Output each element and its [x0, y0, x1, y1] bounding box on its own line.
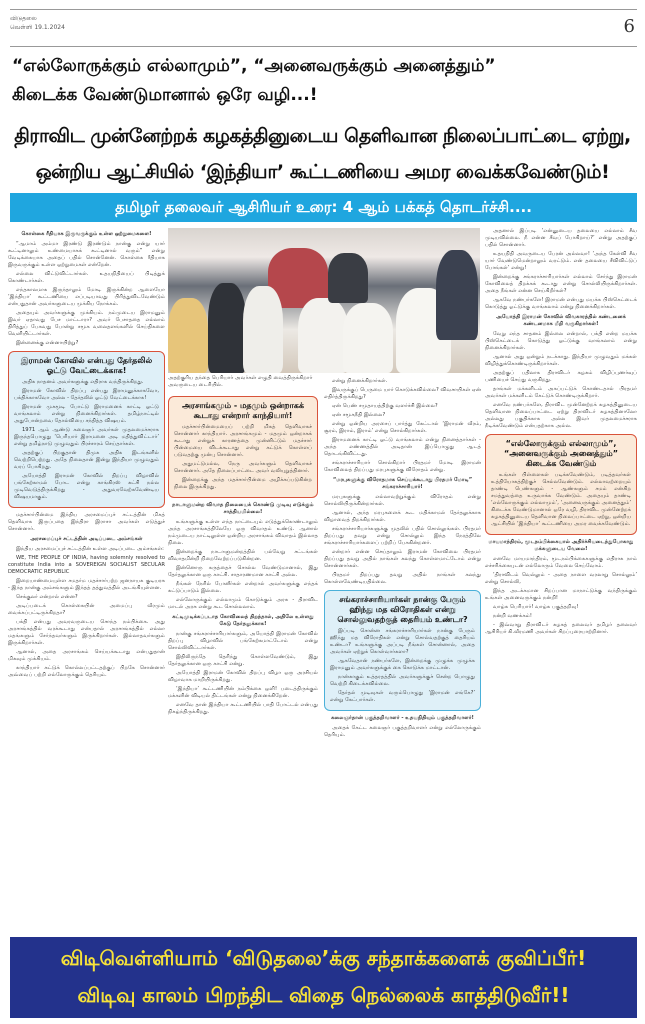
- highlight-box: [324, 590, 481, 711]
- subheading: கட்டிமுடிக்கப்படாத கோவிலைத் திறந்தால், அதிலே உள்ளது கேடு தேர்தலுக்காக!: [172, 614, 314, 627]
- paragraph: அதனால் இப்படி ‘என்னுடைய தலையை எல்லாம் சீவ முடியவில்லை. நீ என்ன சீவப் போகிறாய்?’ என்று அதற்குப் பதில் சொன்னார்.: [485, 228, 637, 248]
- paragraph-group: [174, 424, 312, 491]
- paragraph: இன்றைக்கு அந்த மதச்சார்பின்மை அழிக்கப்படுகின்ற நிலை இருக்கிறது.: [174, 477, 312, 490]
- paragraph: மரபுகளுக்கு எல்லாவற்றுக்கும் விரோதம் என்று சொல்லியிருக்கின்றார்கள்.: [324, 494, 481, 507]
- paragraph: - இவ்வாறு திராவிடர் கழகத் தலைவர் தமிழர் தலைவர் ஆசிரியர் கி.வீரமணி அவர்கள் சிறப்புரையாற்றினார்.: [485, 622, 637, 635]
- person: [243, 286, 283, 373]
- paragraph-group: [491, 472, 631, 528]
- box-title: அரசாங்கமும் - மதமும் ஒன்றாகக் கூடாது என்றார் காந்தியார்!: [181, 401, 305, 420]
- paragraph: ‘இந்தியா’ கூட்டணியின் நம்பிக்கை ஒளி! படைத்திருக்கும் மக்களின் விடியல் திட்டங்கள் என்று நினைக்கிறேன்.: [168, 686, 318, 699]
- paragraph: அதைக் கேட்ட கலைஞர் பகுத்தறிவாளர் என்று எல்லோருக்கும் தெரியும்.: [324, 725, 481, 738]
- subscription-banner: [10, 937, 637, 1018]
- event-photo: [168, 228, 480, 373]
- box-title: இராமன் கோவில் என்பது தேர்தலில் ஓட்டு வேட்டைக்காக!: [20, 356, 153, 375]
- paragraph: இன்றைக்கு சங்கராச்சாரியார்கள் எல்லாம் சேர்ந்து இராமன் கோவிலைத் திறக்கக் கூடாது என்று சொல்லியிருக்கிறார்கள். அதை நீங்கள் என்ன செய்கிறீர்கள்?: [485, 274, 637, 294]
- paragraph: நான்காகும் உத்தரதத்தில் அவர்களுக்குச் சென்ற பொழுது வெற்றி கிடைக்கவில்லை.: [330, 674, 475, 687]
- subheading: கலைஞர்தான் பகுத்தறிவாளர் - உதயநிதியும் பகுத்தறிவாளர்!: [331, 715, 474, 721]
- paragraph-group: [324, 494, 481, 586]
- paragraph: என்றார் என்ன செய்தாலும் இராமன் கோவிலை பிரதமர் திறப்பது தவறு அதில் நாங்கள் கலந்து கொள்ளமாட்டோம் என்று சொன்னார்கள்.: [324, 549, 481, 569]
- paragraph: இந்திய அரசமைப்புச் சட்டத்தின் உள்ள அடிப்படை அம்சங்கள்:: [16, 546, 164, 552]
- main-headline: [10, 118, 635, 190]
- paragraph: மதச்சார்பின்மையைப் பற்றி மிகத் தெளிவாகச் சொன்னார் காந்தியார். அரசாங்கமும் - மதமும் ஒன்றாகக் கூடாது என்றுக் காரணத்தை முன்னிட்டும் மதச்சார் பின்மையை விடக்கூடாது என்று கட்டுக் கொள்ளப் படுவதற்கு முன்பு சொன்னார்.: [174, 424, 312, 458]
- paragraph: இராமன் கோவில் திறப்பு என்பது இராமனுக்காகவோ, பக்திக்காகவோ அல்ல - தேர்தலில் ஓட்டு வேட்டைக்காக!: [14, 388, 159, 401]
- paragraph: என்று ஒன்றிய அரசைப் பார்த்து கேட்டால் ‘இராமன் வீரம், சூரம், இராம், இராம்’ என்று சொல்கிறார்கள்.: [324, 421, 481, 434]
- paragraph: வேறு எந்த சாதனம் இல்லை என்றால், பக்தி என்ற மயக்க பிஸ்கெட்டைக் கொடுத்து ஓட்டுக்கு வாங்கலாம் என்று நினைக்கிறார்கள்.: [485, 331, 637, 351]
- box-title: சங்கராச்சாரியார்கள் நான்கு பேரும் ஹிந்து மத விரோதிகள் என்று சொல்லுவதற்குத் தைரியம் உண்டா?: [337, 595, 468, 624]
- paragraph: சங்கராச்சாரியார்களுக்கு முதலில் பதில் சொல்லுங்கள். பிரதமர் திறப்பது தவறு என்று சொல்லும் இந்த நேரத்திலே சங்கராச்சாரியார்களைப் பற்றிப் பேசுகின்றனர்.: [324, 526, 481, 546]
- paragraph: இறையாண்மையுள்ள சமதர்ம மதச்சார்பற்ற ஜனநாயக குடியரசு - இந்த நான்கு அம்சங்களும் இந்தத் தத்துவத்தில் அடங்கியுள்ளன.: [8, 578, 165, 591]
- column-3: [324, 378, 481, 741]
- paragraph: ‘திராவிடம் வெல்லும் - அதை நாளை வரலாறு சொல்லும்’ என்று சொல்லி,: [485, 572, 637, 585]
- paragraph: தாங்கள் மக்களிடம் அகப்பட்டுக் கொண்டதால் பிரதமர் அவர்கள் மக்களிடம் கேட்டுக் கொண்டிருக்கிறார்.: [485, 386, 637, 399]
- person: [328, 253, 368, 303]
- paragraph: அதற்குப் பிறகுதான் திமுக அதிக இடங்களில் வெற்றிபெற்றது. அதே நிலைதான் இன்று இந்தியா முழுவதும் வரப் போகிறது.: [14, 450, 159, 470]
- paragraph: அதுமட்டுமல்ல, நேரு அவர்களும் தெளிவாகச் சொன்னார். அதே நிலைப்பாட்டை அவர் வலியுறுத்தினார்.: [174, 461, 312, 474]
- paragraph: எனவே நண்பர்களே, திராவிட முன்னேற்றக் கழகத்தினுடைய தெளிவான நிலைப்பாட்டை ஏற்று திராவிடர் கழகத்தினாலோ அல்லது பகுதிக்காக அல்ல இவர் முதலமைச்சராக நீடிக்கவேண்டும் என்பதற்காக அல்ல.: [485, 402, 637, 429]
- highlight-box: [485, 434, 637, 535]
- paragraph-group: [168, 631, 318, 716]
- paragraph: தேர்தல் முடிவுகள் வரும்பொழுது ‘இராமன் எங்கே?’ என்று கேட்பார்கள்.: [330, 690, 475, 703]
- person: [298, 298, 348, 373]
- paragraph: எனவே மாயமாந்திரம், மூடநம்பிக்கைகளுக்கு எதிராக நாம் எச்சரிக்கையுடன் எல்லோரும் வேலை செய்வோம்.: [485, 556, 637, 569]
- masthead: [10, 9, 637, 47]
- paragraph: எல்லோருக்கும் எல்லாமும் கொடுக்கும் அரசு - திராவிட மாடல் அரசு என்று கூட சொல்லலாம்.: [168, 597, 318, 610]
- subheading: அயோத்தி இராமன் கோவில் விவகாரத்தில் கண்டனைக் கண்டனமாக மீறி வருகிறார்கள்!: [496, 314, 626, 327]
- photo-caption: அதற்குரிய தந்தை பெரியார் அவர்கள் எழுதி வைத்திருக்கிறார் அவருடைய டைரியில்.: [168, 375, 313, 388]
- subheading: நாடாளுமன்ற விவாத நிலையைக் கொண்டு முடிவு எடுக்கும் சாத்தியமில்லை!: [172, 502, 314, 515]
- paragraph: இதிலிருந்தே தெரிந்து கொள்ளவேண்டும், இது தேர்தலுக்கான ஒரு காட்சி என்று.: [168, 654, 318, 667]
- paragraph-group: [485, 331, 637, 430]
- paragraph: உங்களுக்கு உள்ள எந்த நாட்டையும் எடுத்துக்கொண்டாலும் அந்த அரசாங்கத்திலேயே ஒரு விவாதம் உண்டு. ஆனால் நம்முடைய நாட்டிலுள்ள ஒன்றிய அரசாங்கம் விவாதம் இல்லாத நிலை.: [168, 519, 318, 546]
- paragraph: இன்னொரு கருத்தைச் சொல்ல வேண்டுமானால், இது தேர்தலுக்கான ஒரு காட்சி. சாதாரணமான காட்சி அல்ல.: [168, 565, 318, 578]
- paragraph: நான்கு சங்கராச்சாரியார்களும், அயோத்தி இராமன் கோவில் திறப்பு விழாவில் பங்கேற்கமாட்டோம் என்று சொல்லிவிட்டார்கள்.: [168, 631, 318, 651]
- paragraph: நீங்கள் நேரில் போனீர்கள் என்றால் அவர்களுக்கு எந்தக் கட்டுப்பாடும் இல்லை.: [168, 581, 318, 594]
- paragraph: அயோத்தி இராமன் கோவில் திறப்பு விழாவில் பங்கேற்காமல் போட என்று காங்கிரஸ் கட்சி நல்ல முடிவெடுத்திருக்கிறது - அதுவரவேற்கவேண்டிய விஷயமாகும்.: [14, 473, 159, 500]
- paragraph: ஆனால் அது ஒன்றும் நடக்காது. இந்தியா முழுவதும் மக்கள் விழித்துக்கொண்டிருக்கிறார்கள்.: [485, 354, 637, 367]
- kicker-line: கிடைக்க வேண்டுமானால் ஒரே வழி...!: [12, 85, 318, 105]
- paragraph: காந்தியார் சுட்டுக் கொல்லப்பட்டதற்குப் பிறகே சொன்னார் அவ்வைப் பற்றி எல்லோருக்கும் தெரியும்.: [8, 665, 165, 678]
- paragraph: மதச்சார்பின்மை இந்திய அரசமைப்புச் சட்டத்தின் மிகத் தெளிவாக இருப்பதை இந்திரா இராசா அவர்கள் எடுத்துச் சொன்னார்.: [8, 512, 165, 532]
- paragraph: 1971 ஆம் ஆண்டு கலைஞர் அவர்கள் முதலமைச்சராக இருந்தபொழுது ‘பெரியார் இராமனை அடி மதித்துவிட்டார்’ என்று தமிழ்நாடு முழுவதும் பிரச்சாரம் செய்தார்கள்.: [14, 427, 159, 447]
- box-title: “எல்லோருக்கும் எல்லாமும்”, “அனைவருக்கும் அனைத்தும்” கிடைக்க வேண்டும்: [503, 439, 618, 468]
- headline-line: ஒன்றிய ஆட்சியில் ‘இந்தியா’ கூட்டணியை அமர வைக்கவேண்டும்!: [35, 161, 610, 183]
- person: [343, 303, 393, 373]
- subheading: அரசமைப்புச் சட்டத்தின் அடிப்படை அம்சங்கள்: [30, 536, 143, 542]
- highlight-box: [168, 396, 318, 498]
- paragraph: அதற்குப் பதிலாக திராவிடர் கழகம் விழிப்புணர்வுப் பணியைச் செய்து வருகிறது.: [485, 370, 637, 383]
- paragraph: வாழ்க பெரியார்! வாழ்க பகுத்தறிவு!: [493, 604, 579, 610]
- paragraph: ஆகவேதான் நண்பர்களே, இன்றைக்கு முழுக்க முழுக்க இராமனும் அவர்களுக்குக் கை கொடுக்க மாட்டான்.: [330, 658, 475, 671]
- paragraph-group: [485, 556, 637, 636]
- person: [208, 283, 246, 373]
- paragraph: எல்லை விட்டுவிட்டார்கள். உதயநிதியைப் பிடித்துக் கொண்டார்கள்.: [8, 271, 165, 284]
- paragraph: ஆனால், அந்த மரபுகளைக் கூட மதிக்காமல் தேர்தலுக்காக விழாவைத் திறக்கிறார்கள்.: [324, 510, 481, 523]
- paragraph-group: [8, 241, 165, 347]
- paragraph-group: [168, 519, 318, 611]
- paragraph: சங்கராச்சாரியார் சொல்கிறார் பிரதமர் மோடி இராமன் கோவிலைத் திறப்பது மரபுகளுக்கு விரோதம் என்று.: [324, 460, 481, 473]
- person: [436, 250, 478, 340]
- paragraph: அதிக நாதனம் அவர்களுக்கு எதிராக வந்திருக்கிறது.: [22, 379, 144, 385]
- paragraph-group: [14, 379, 159, 501]
- person: [168, 298, 208, 373]
- paragraph: அயோத்தி இராமன் கோவில் திறப்பு விழா ஒரு அரசியல் விழாவாக மாறியிருக்கிறது.: [168, 670, 318, 683]
- subheading: கொள்கை ரீதியாக இருவருக்கும் உள்ள ஒற்றுமைகளை!: [21, 231, 152, 237]
- paragraph: அதையும் அவர்களுக்கு முக்கியம். நம்முடைய இராமனும் இவர் ஏதாவது பேச மாட்டாரா? அவர் பேசாததை எல்லாம் திரித்துப் பேசுவது போன்று சமூக வலைதளங்களில் செய்திகளை வெளியிட்டார்கள்.: [8, 310, 165, 337]
- headline-line: திராவிட முன்னேற்றக் கழகத்தினுடைய தெளிவான நிலைப்பாட்டை ஏற்று,: [14, 125, 631, 147]
- banner-line: விடிவெள்ளியாம் ‘விடுதலை’க்கு சந்தாக்களைக் குவிப்பீர்!: [60, 946, 587, 970]
- paragraph: ஆனால், அதை அரசாங்கம் செய்யக்கூடாது என்பதுதான் மிகவும் முக்கியம்.: [8, 649, 165, 662]
- paragraph: WE, THE PEOPLE OF INDIA, having solemnly resolved to constitute India into a SOVEREIGN SOCIALIST SECULAR DEMOCRATIC REPUBLIC: [8, 555, 165, 575]
- paragraph: என்று நினைக்கிறார்கள்.: [332, 378, 388, 384]
- paragraph-group: [8, 546, 165, 679]
- paragraph-group: [485, 228, 637, 311]
- column-2: [168, 392, 318, 718]
- column-4: [485, 228, 637, 638]
- kicker-line: “எல்லோருக்கும் எல்லாமும்”, “அனைவருக்கும் அனைத்தும்”: [12, 56, 496, 76]
- paragraph: அடிப்படைக் கொள்கையின் அமைப்பு வீரமும் வைக்கப்பட்டிருக்கிறதா?: [8, 603, 165, 616]
- paragraph: “ஆமாம் அம்மா இரண்டு இரண்டும் நான்கு என்று யார் கூட்டினாலும் உண்மையாகக் கூட்டினால் வரும்” என்று வேடிக்கையாக அதைப் பதில் சொன்னேன். கொள்கை ரீதியாக இருவருக்கும் உள்ள ஒற்றுமைகள் என்றேன்.: [8, 241, 165, 268]
- continuation-banner: தமிழர் தலைவர் ஆசிரியர் உரை: 4 ஆம் பக்கத் தொடர்ச்சி....: [10, 193, 637, 222]
- paragraph: செக்குலர் என்றால் என்ன?: [16, 594, 78, 600]
- paragraph: ஆகவே நண்பர்களே! இராமன் என்பது மயக்க பிஸ்கெட்டைக் கொடுத்து ஓட்டுக்கு வாங்கலாம் என்று நினைக்கிறார்கள்.: [485, 297, 637, 310]
- paragraph: எனவே தான் இந்தியா கூட்டணியில் பாதி போட்டல் என்பது நிகழ்ந்திருக்கிறது.: [168, 702, 318, 715]
- subheading: மாயமாந்திரம், மூடநம்பிக்கையால் அதிர்ச்சியடைந்துபோகாது மக்களுடைய வேலை!: [488, 539, 634, 552]
- kicker-headline: [12, 52, 632, 110]
- paragraph-group: [324, 378, 481, 474]
- column-1: [8, 228, 165, 681]
- paragraph: இன்றைக்கு நாடாளுமன்றத்தில் பல்வேறு சட்டங்கள் விவாதமின்றி நிறைவேற்றப்படுகின்றன.: [168, 549, 318, 562]
- paragraph: இவருக்குப் பெருமை யார் கொடுக்கவில்லை? விவசாயிகள் ஏன் எதிர்த்திருக்கிறது?: [324, 387, 481, 400]
- paragraph: பிரதமர் திறப்பது தவறு அதில் நாங்கள் கலந்து கொள்ளவேண்டியதில்லை.: [324, 572, 481, 585]
- paragraph: இராமன் முகமூடி போட்டு இராமனைக் காட்டி ஓட்டு வாங்கலாம் என்று நினைக்கிறார்கள். தமிழ்நாட்டில் அதுபோன்றவை தோல்வியை சந்தித்த விஷயம்.: [14, 404, 159, 424]
- paragraph: பக்தி என்பது அவரவருடைய சொந்த நம்பிக்கை. அது அரசாங்கத்தில் வரக்கூடாது என்பதால் அரசாங்கத்தில் எல்லா மதங்களும் சேர்ந்தவர்களும் இருக்கிறார்கள். இல்லாதவர்களும் இருக்கிறார்கள்.: [8, 619, 165, 646]
- page-number: 6: [623, 16, 635, 37]
- banner-line: விடிவு காலம் பிறந்திட விதை நெல்லைக் காத்திடுவீர்!!: [77, 983, 570, 1007]
- paragraph: இன்னைக்கு என்னாயிற்று?: [16, 340, 79, 346]
- issue-date: வெள்ளி 19.1.2024: [10, 24, 65, 31]
- paragraph-group: [324, 725, 481, 739]
- paragraph: எந்தகாலமாக இருந்தாலும் மோடி இருக்கின்ற ஆளையோ ‘இந்தியா’ கூட்டணியை எப்படியாவது பிரித்துவிடவேண்டும் என்பதுதான் அவர்களுடைய முக்கிய நோக்கம்.: [8, 287, 165, 307]
- paragraph: நன்றி வணக்கம்!: [493, 613, 532, 619]
- subheading: “மரபுகளுக்கு விரோதமாக செய்யக்கூடாது பிரதமர் மோடி” சங்கராச்சாரியார்!: [332, 477, 473, 490]
- paragraph: இப்படி சொன்ன சங்கராச்சாரியார்கள் நான்கு பேரும் ஹிந்து மத விரோதிகள் என்று சொல்வதற்குத் தைரியம் உண்டா? உங்களுக்கு அப்படி நீங்கள் சொன்னால், அதை அவர்கள் ஏற்றுக் கொள்வார்களா?: [330, 628, 475, 655]
- paragraph-group: [330, 628, 475, 704]
- paragraph: உதயநிதி அவருடைய பேரன் அல்லவா! ‘அந்த கேள்வி சீவ யார் வேண்டுமென்றாலும் வரட்டும். என் தலையை சீவிவிட்டுப் போங்கள்’ என்று!: [485, 251, 637, 271]
- paragraph: ஏன் சமூகநீதி இல்லை?: [332, 412, 386, 418]
- paragraph: ஏன் பெண் சமுதாயத்திற்கு வளர்ச்சி இல்லை?: [332, 403, 438, 409]
- highlight-box: [8, 351, 165, 508]
- paragraph: உங்கள் பிள்ளைகள் படிக்கவேண்டும், படித்தவர்கள் உத்தியோகத்திற்குச் செல்லவேண்டும். எல்லாவற்றையும் தாண்டி பெண்களும் - ஆண்களும் சமம் என்கிற சமத்துவத்தை உருவாக்க வேண்டும். அதையும் தாண்டி ‘எல்லோருக்கும் எல்லாமும்’, ‘அனைவருக்கும் அனைத்தும்’ கிடைக்க வேண்டுமானால் ஒரே வழி, திராவிட முன்னேற்றக் கழகத்தினுடைய தெளிவான நிலைப்பாட்டை ஏற்று, ஒன்றிய ஆட்சியில் ‘இந்தியா’ கூட்டணியை அமர வைக்கவேண்டும்.: [491, 472, 631, 527]
- publication-name: விடுதலை: [10, 15, 37, 22]
- paragraph-group: [8, 512, 165, 533]
- paragraph: இந்த அடக்கமான சிறப்பான மாநாட்டுக்கு வந்திருக்கும் உங்கள் அனைவருக்கும் நன்றி!: [485, 588, 637, 601]
- paragraph: இராமனைக் காட்டி ஓட்டு வாங்கலாம் என்று நினைத்தார்கள் - அந்த எண்ணத்தில் அடிதான் இப்பொழுது ஆடத் தொடங்கிவிட்டது.: [324, 437, 481, 457]
